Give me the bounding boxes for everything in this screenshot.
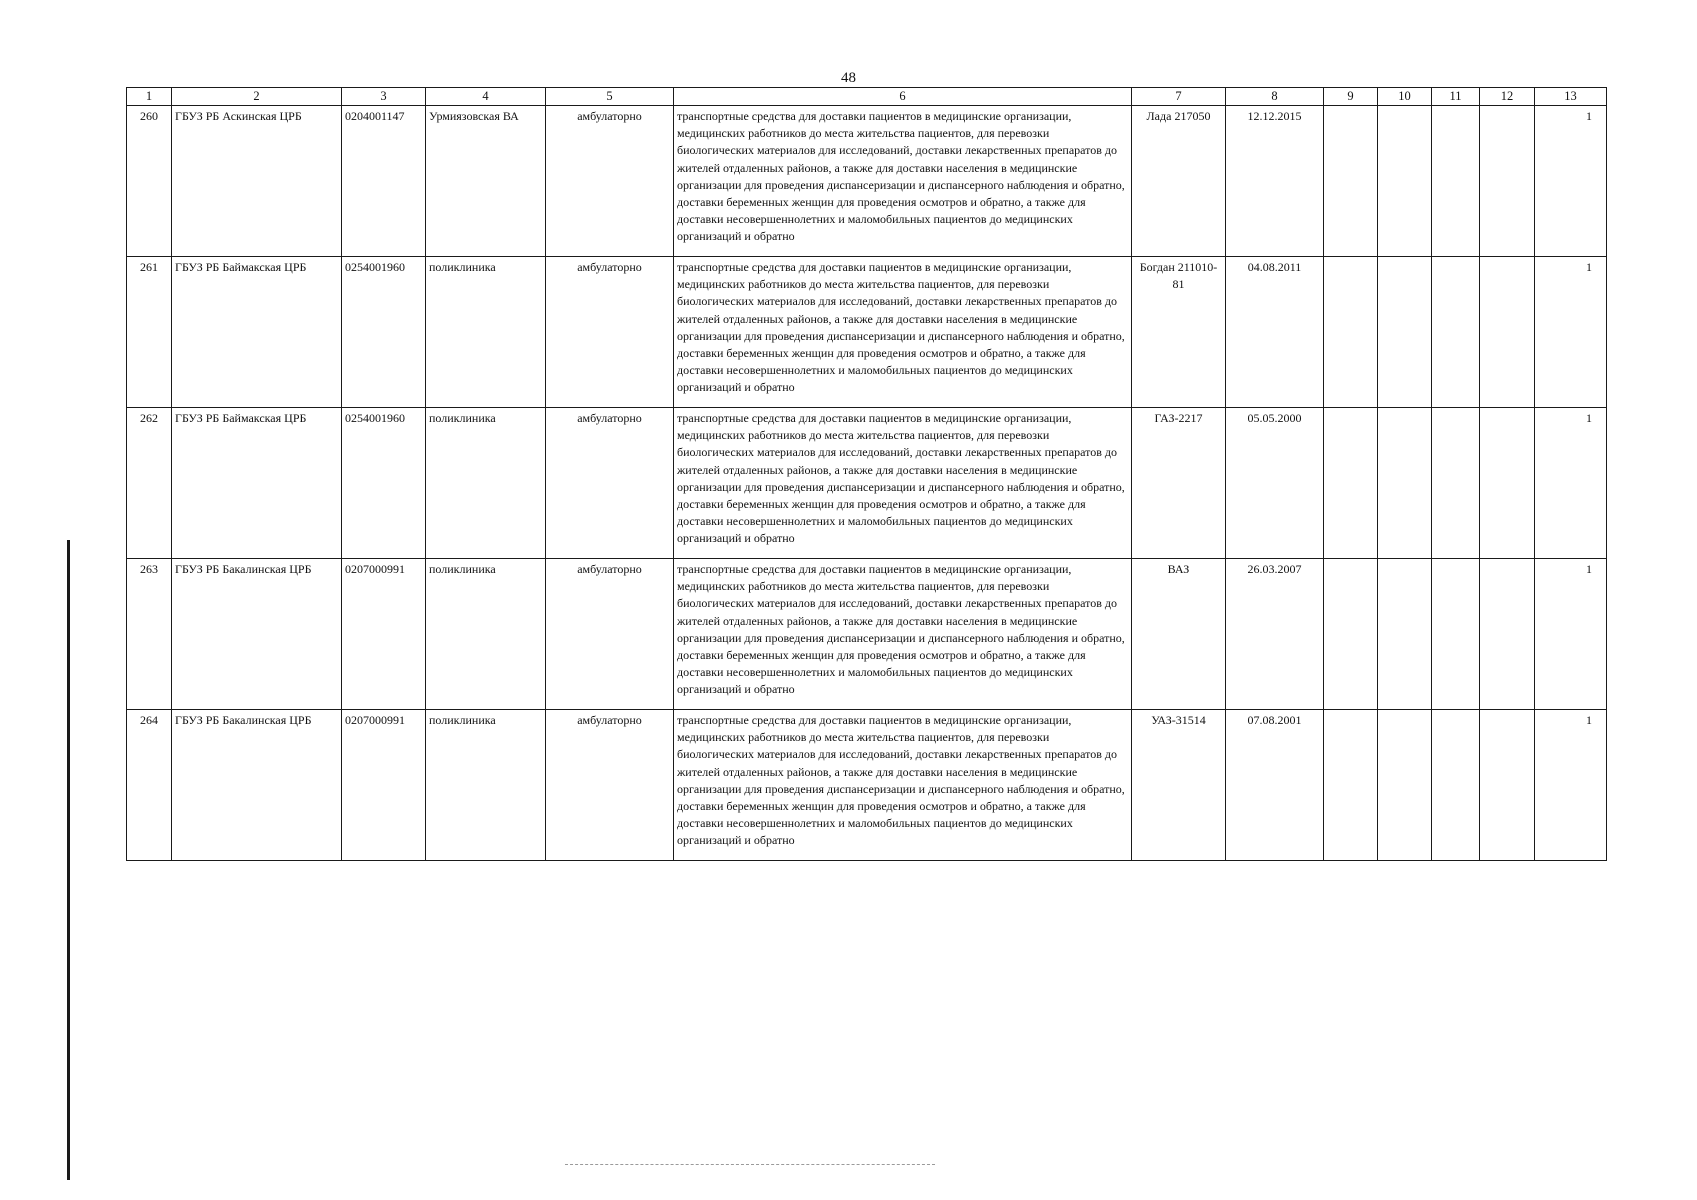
page-number: 48 (841, 70, 856, 86)
organization-name: ГБУЗ РБ Аскинская ЦРБ (172, 106, 342, 257)
vehicle-model: УАЗ-31514 (1132, 710, 1226, 861)
care-mode: амбулаторно (546, 106, 674, 257)
subdivision: поликлиника (426, 710, 546, 861)
vehicle-model: ГАЗ-2217 (1132, 408, 1226, 559)
cell-col-11 (1432, 257, 1480, 408)
col-header-8: 8 (1226, 88, 1324, 106)
cell-col-10 (1378, 106, 1432, 257)
subdivision: Урмиязовская ВА (426, 106, 546, 257)
cell-col-12 (1480, 408, 1535, 559)
col-header-4: 4 (426, 88, 546, 106)
vehicle-model: ВАЗ (1132, 559, 1226, 710)
cell-col-12 (1480, 559, 1535, 710)
vehicle-purpose: транспортные средства для доставки пациентов в медицинские организации, медицинских работников до места жительства пациентов, для перевозки биологических материалов для исследований, доставки лекарственных препаратов до жителей отдаленных районов, а также для доставки населения в медицинские организации для проведения диспансеризации и диспансерного наблюдения и обратно, доставки беременных женщин для проведения осмотров и обратно, а также для доставки несовершеннолетних и маломобильных пациентов до медицинских организаций и обратно (674, 106, 1132, 257)
column-number-header-row (127, 88, 1607, 106)
cell-col-9 (1324, 106, 1378, 257)
cell-col-9 (1324, 257, 1378, 408)
organization-code: 0254001960 (342, 408, 426, 559)
row-number: 262 (127, 408, 172, 559)
vehicle-purpose: транспортные средства для доставки пациентов в медицинские организации, медицинских работников до места жительства пациентов, для перевозки биологических материалов для исследований, доставки лекарственных препаратов до жителей отдаленных районов, а также для доставки населения в медицинские организации для проведения диспансеризации и диспансерного наблюдения и обратно, доставки беременных женщин для проведения осмотров и обратно, а также для доставки несовершеннолетних и маломобильных пациентов до медицинских организаций и обратно (674, 710, 1132, 861)
table-row (127, 559, 1607, 710)
vehicle-register-table-wrap (126, 87, 1606, 861)
vehicle-quantity: 1 (1535, 408, 1607, 559)
cell-col-12 (1480, 257, 1535, 408)
row-number: 261 (127, 257, 172, 408)
registration-date: 04.08.2011 (1226, 257, 1324, 408)
care-mode: амбулаторно (546, 408, 674, 559)
row-number: 260 (127, 106, 172, 257)
organization-code: 0254001960 (342, 257, 426, 408)
col-header-5: 5 (546, 88, 674, 106)
col-header-1: 1 (127, 88, 172, 106)
vehicle-model: Лада 217050 (1132, 106, 1226, 257)
col-header-10: 10 (1378, 88, 1432, 106)
col-header-9: 9 (1324, 88, 1378, 106)
vehicle-purpose: транспортные средства для доставки пациентов в медицинские организации, медицинских работников до места жительства пациентов, для перевозки биологических материалов для исследований, доставки лекарственных препаратов до жителей отдаленных районов, а также для доставки населения в медицинские организации для проведения диспансеризации и диспансерного наблюдения и обратно, доставки беременных женщин для проведения осмотров и обратно, а также для доставки несовершеннолетних и маломобильных пациентов до медицинских организаций и обратно (674, 559, 1132, 710)
organization-name: ГБУЗ РБ Бакалинская ЦРБ (172, 559, 342, 710)
vehicle-model: Богдан 211010-81 (1132, 257, 1226, 408)
care-mode: амбулаторно (546, 559, 674, 710)
vehicle-register-table (126, 87, 1607, 861)
col-header-11: 11 (1432, 88, 1480, 106)
col-header-7: 7 (1132, 88, 1226, 106)
col-header-6: 6 (674, 88, 1132, 106)
vehicle-purpose: транспортные средства для доставки пациентов в медицинские организации, медицинских работников до места жительства пациентов, для перевозки биологических материалов для исследований, доставки лекарственных препаратов до жителей отдаленных районов, а также для доставки населения в медицинские организации для проведения диспансеризации и диспансерного наблюдения и обратно, доставки беременных женщин для проведения осмотров и обратно, а также для доставки несовершеннолетних и маломобильных пациентов до медицинских организаций и обратно (674, 408, 1132, 559)
cell-col-9 (1324, 559, 1378, 710)
organization-name: ГБУЗ РБ Баймакская ЦРБ (172, 257, 342, 408)
vehicle-purpose: транспортные средства для доставки пациентов в медицинские организации, медицинских работников до места жительства пациентов, для перевозки биологических материалов для исследований, доставки лекарственных препаратов до жителей отдаленных районов, а также для доставки населения в медицинские организации для проведения диспансеризации и диспансерного наблюдения и обратно, доставки беременных женщин для проведения осмотров и обратно, а также для доставки несовершеннолетних и маломобильных пациентов до медицинских организаций и обратно (674, 257, 1132, 408)
col-header-2: 2 (172, 88, 342, 106)
table-row (127, 710, 1607, 861)
cell-col-9 (1324, 408, 1378, 559)
vehicle-quantity: 1 (1535, 559, 1607, 710)
cell-col-10 (1378, 408, 1432, 559)
care-mode: амбулаторно (546, 257, 674, 408)
registration-date: 07.08.2001 (1226, 710, 1324, 861)
cell-col-11 (1432, 106, 1480, 257)
cell-col-12 (1480, 710, 1535, 861)
scan-artifact-dash (565, 1164, 935, 1166)
organization-code: 0204001147 (342, 106, 426, 257)
subdivision: поликлиника (426, 408, 546, 559)
col-header-3: 3 (342, 88, 426, 106)
table-row (127, 408, 1607, 559)
cell-col-11 (1432, 710, 1480, 861)
cell-col-11 (1432, 408, 1480, 559)
cell-col-10 (1378, 710, 1432, 861)
cell-col-11 (1432, 559, 1480, 710)
cell-col-9 (1324, 710, 1378, 861)
organization-code: 0207000991 (342, 710, 426, 861)
registration-date: 05.05.2000 (1226, 408, 1324, 559)
row-number: 263 (127, 559, 172, 710)
cell-col-12 (1480, 106, 1535, 257)
care-mode: амбулаторно (546, 710, 674, 861)
subdivision: поликлиника (426, 559, 546, 710)
cell-col-10 (1378, 257, 1432, 408)
vehicle-quantity: 1 (1535, 106, 1607, 257)
registration-date: 26.03.2007 (1226, 559, 1324, 710)
vehicle-quantity: 1 (1535, 710, 1607, 861)
col-header-12: 12 (1480, 88, 1535, 106)
organization-code: 0207000991 (342, 559, 426, 710)
scan-margin-rule (67, 540, 70, 1180)
subdivision: поликлиника (426, 257, 546, 408)
row-number: 264 (127, 710, 172, 861)
col-header-13: 13 (1535, 88, 1607, 106)
organization-name: ГБУЗ РБ Баймакская ЦРБ (172, 408, 342, 559)
registration-date: 12.12.2015 (1226, 106, 1324, 257)
vehicle-quantity: 1 (1535, 257, 1607, 408)
table-row (127, 257, 1607, 408)
table-row (127, 106, 1607, 257)
cell-col-10 (1378, 559, 1432, 710)
organization-name: ГБУЗ РБ Бакалинская ЦРБ (172, 710, 342, 861)
